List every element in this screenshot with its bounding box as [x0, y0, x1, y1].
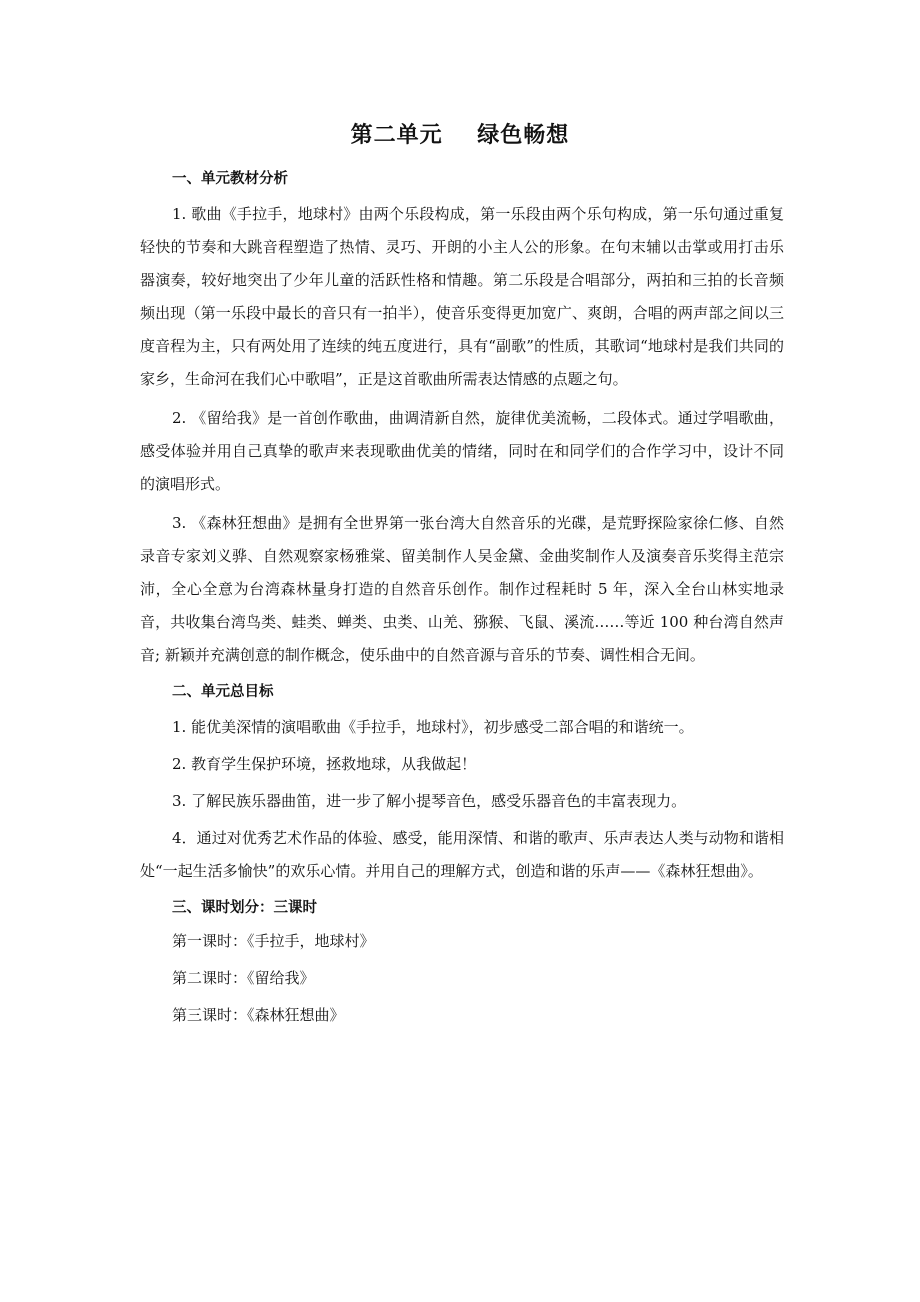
- page-title: 第二单元 绿色畅想: [350, 123, 570, 148]
- analysis-paragraph: 1. 歌曲《手拉手，地球村》由两个乐段构成，第一乐段由两个乐句构成，第一乐句通过重复轻快的节奏和大跳音程塑造了热情、灵巧、开朗的小主人公的形象。在句末辅以击掌或用打击乐器演奏，较好地突出了少年儿童的活跃性格和情趣。第二乐段是合唱部分，两拍和三拍的长音频频出现（第一乐段中最长的音只有一拍半），使音乐变得更加宽广、爽朗，合唱的两声部之间以三度音程为主，只有两处用了连续的纯五度进行，具有“副歌”的性质，其歌词“地球村是我们共同的家乡，生命河在我们心中歌唱”，正是这首歌曲所需表达情感的点题之句。: [140, 205, 784, 388]
- goal-item: 4．通过对优秀艺术作品的体验、感受，能用深情、和谐的歌声、乐声表达人类与动物和谐相处“一起生活多愉快”的欢乐心情。并用自己的理解方式，创造和谐的乐声——《森林狂想曲》。: [140, 829, 784, 880]
- analysis-paragraph: 2. 《留给我》是一首创作歌曲，曲调清新自然，旋律优美流畅，二段体式。通过学唱歌曲，感受体验并用自己真挚的歌声来表现歌曲优美的情绪，同时在和同学们的合作学习中，设计不同的演唱形式。: [140, 409, 784, 493]
- goal-item: 2. 教育学生保护环境，拯救地球，从我做起！: [172, 755, 477, 773]
- section-heading-analysis: 一、单元教材分析: [172, 171, 288, 187]
- analysis-paragraph: 3. 《森林狂想曲》是拥有全世界第一张台湾大自然音乐的光碟，是荒野探险家徐仁修、自然录音专家刘义骅、自然观察家杨雅棠、留美制作人吴金黛、金曲奖制作人及演奏音乐奖得主范宗沛，全心全意为台湾森林量身打造的自然音乐创作。制作过程耗时 5 年，深入全台山林实地录音，共收集台湾鸟类、蛙类、蝉类、虫类、山羌、猕猴、飞鼠、溪流……等近 100 种台湾自然声音; 新颖并充满创意的制作概念，使乐曲中的自然音源与音乐的节奏、调性相合无间。: [140, 514, 784, 664]
- lesson-item: 第一课时：《手拉手，地球村》: [172, 932, 375, 950]
- lesson-item: 第二课时：《留给我》: [172, 969, 315, 987]
- goal-item: 3. 了解民族乐器曲笛，进一步了解小提琴音色，感受乐器音色的丰富表现力。: [172, 792, 687, 810]
- document-body: [140, 165, 784, 1038]
- section-heading-lessons: 三、课时划分：三课时: [172, 900, 317, 916]
- goal-item: 1. 能优美深情的演唱歌曲《手拉手，地球村》，初步感受二部合唱的和谐统一。: [172, 718, 694, 736]
- lesson-item: 第三课时：《森林狂想曲》: [172, 1006, 345, 1024]
- section-heading-goals: 二、单元总目标: [172, 684, 274, 700]
